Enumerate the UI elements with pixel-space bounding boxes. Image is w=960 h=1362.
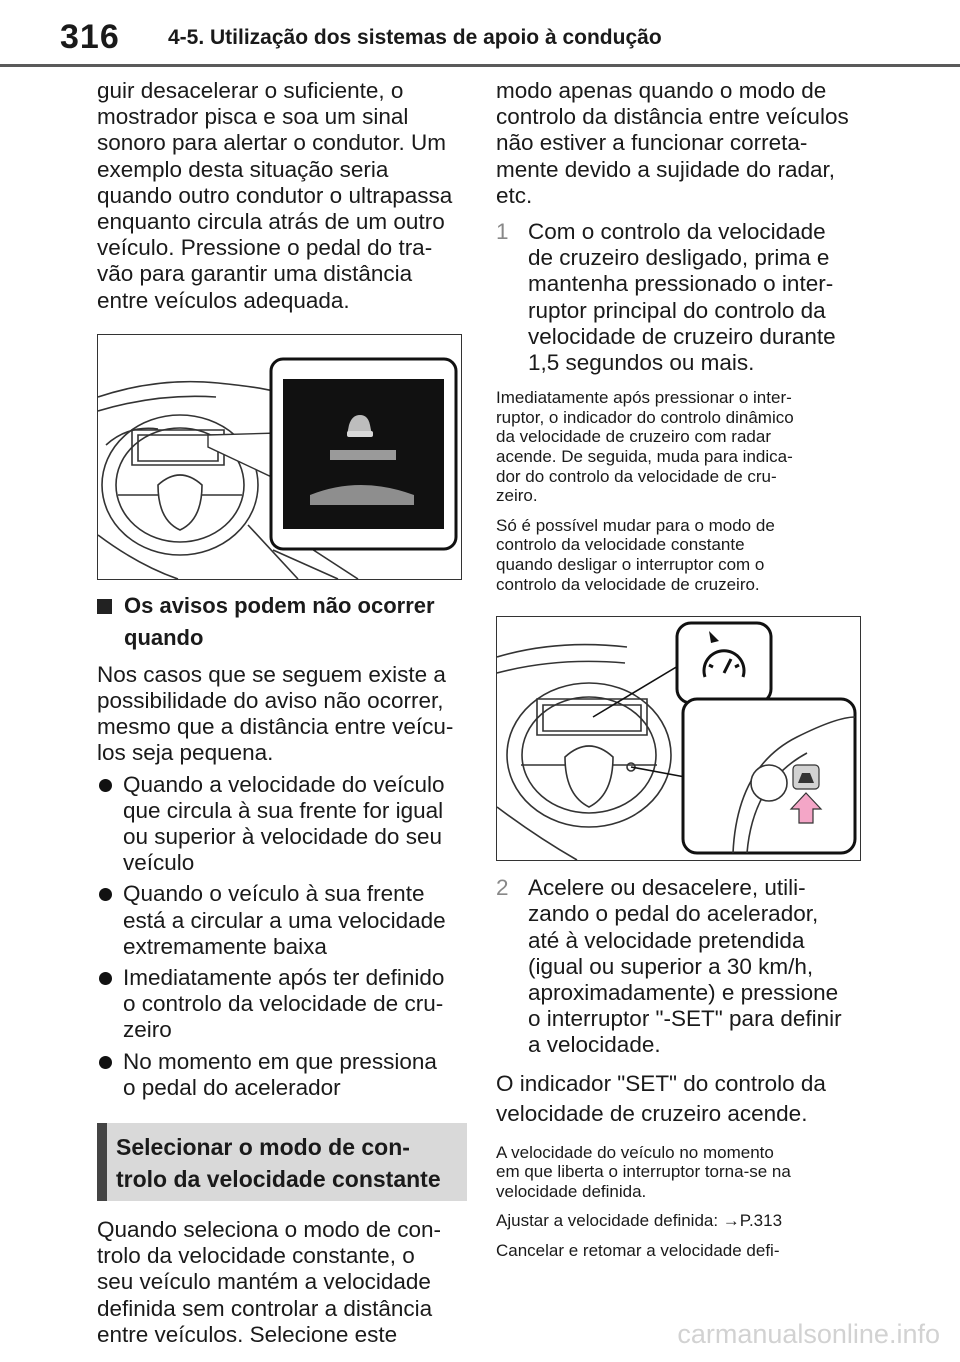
text-line: acende. De seguida, muda para indica- (496, 447, 793, 467)
text-line: em que liberta o interruptor torna-se na (496, 1162, 791, 1182)
dashboard-warning-illustration (97, 334, 462, 580)
constant-speed-section-header (97, 1123, 467, 1201)
text-line: não estiver a funcionar correta- (496, 130, 808, 156)
section-paragraph (97, 1217, 467, 1348)
continued-paragraph (496, 78, 866, 209)
text-line: veículo (123, 850, 195, 876)
text-line: Cancelar e retomar a velocidade defi- (496, 1240, 780, 1260)
heading-line: quando (124, 624, 204, 650)
step-number: 1 (496, 219, 509, 245)
text-line: Só é possível mudar para o modo de (496, 515, 775, 535)
bullet-dot-icon (99, 779, 112, 792)
list-item (97, 772, 467, 877)
text-line: 1,5 segundos ou mais. (528, 350, 755, 376)
watermark: carmanualsonline.info (677, 1319, 940, 1349)
cruise-switch-illustration (496, 616, 861, 861)
text-line: Imediatamente após pressionar o inter- (496, 388, 792, 408)
page-number: 316 (60, 18, 120, 56)
text-line: A velocidade do veículo no momento (496, 1142, 774, 1162)
step-number: 2 (496, 875, 509, 901)
text-line: até à velocidade pretendida (528, 927, 805, 953)
note-switch (496, 516, 866, 594)
warnings-intro (97, 662, 467, 767)
set-indicator-paragraph (496, 1069, 866, 1129)
warning-bullet-list (97, 772, 467, 1101)
bullet-dot-icon (99, 1056, 112, 1069)
right-column (496, 78, 866, 1261)
text-line: aproximadamente) e pressione (528, 979, 839, 1005)
text-line: Quando o veículo à sua frente (123, 881, 425, 907)
text-line: mesmo que a distância entre veícu- (97, 714, 454, 740)
text-line: quando outro condutor o ultrapassa (97, 182, 453, 208)
text-line: ruptor principal do controlo da (528, 297, 826, 323)
heading-line: trolo da velocidade constante (116, 1166, 441, 1193)
text-line: No momento em que pressiona (123, 1048, 437, 1074)
text-line: controlo da distância entre veículos (496, 104, 849, 130)
list-item (97, 965, 467, 1044)
text-line: trolo da velocidade constante, o (97, 1243, 415, 1269)
adjust-speed-reference[interactable] (496, 1211, 866, 1231)
text-line: controlo da velocidade de cruzeiro. (496, 574, 760, 594)
text-line: mente devido a sujidade do radar, (496, 156, 835, 182)
page-reference-link[interactable]: Ajustar a velocidade definida: →P.313 (496, 1211, 783, 1231)
text-line: extremamente baixa (123, 933, 327, 959)
text-line: vão para garantir uma distância (97, 261, 413, 287)
text-line: está a circular a uma velocidade (123, 907, 446, 933)
text-line: exemplo desta situação seria (97, 156, 389, 182)
text-line: los seja pequena. (97, 740, 274, 766)
text-line: ou superior à velocidade do seu (123, 824, 442, 850)
list-item (97, 1049, 467, 1101)
cruise-switch-svg (497, 617, 860, 860)
text-line: da velocidade de cruzeiro com radar (496, 427, 771, 447)
text-line: enquanto circula atrás de um outro (97, 209, 445, 235)
text-line: definida sem controlar a distância (97, 1295, 433, 1321)
text-line: seu veículo mantém a velocidade (97, 1269, 431, 1295)
note-set-speed (496, 1143, 866, 1202)
text-line: dor do controlo da velocidade de cru- (496, 466, 777, 486)
text-line: modo apenas quando o modo de (496, 78, 827, 103)
left-column (97, 78, 467, 1348)
text-line: controlo da velocidade constante (496, 535, 745, 555)
text-line: (igual ou superior a 30 km/h, (528, 953, 814, 979)
text-line: entre veículos. Selecione este (97, 1321, 398, 1347)
text-line: a velocidade. (528, 1032, 661, 1058)
text-line: Nos casos que se seguem existe a (97, 661, 446, 687)
step-1 (496, 219, 866, 376)
step-2 (496, 875, 866, 1058)
text-line: entre veículos adequada. (97, 287, 350, 313)
heading-line: Os avisos podem não ocorrer (124, 592, 435, 618)
text-line: Quando seleciona o modo de con- (97, 1217, 441, 1243)
heading-line: Selecionar o modo de con- (116, 1134, 410, 1161)
text-line: possibilidade do aviso não ocorrer, (97, 688, 444, 714)
section-bar (97, 1123, 107, 1201)
text-line: quando desligar o interruptor com o (496, 554, 765, 574)
text-line: mostrador pisca e soa um sinal (97, 104, 409, 130)
square-bullet-icon (97, 599, 112, 614)
text-line: Imediatamente após ter definido (123, 965, 445, 991)
dashboard-warning-svg (98, 335, 461, 579)
text-line: zando o pedal do acelerador, (528, 901, 819, 927)
text-line: zeiro (123, 1017, 172, 1043)
text-line: o interruptor "-SET" para definir (528, 1006, 842, 1032)
intro-paragraph (97, 78, 467, 314)
text-line: o pedal do acelerador (123, 1074, 341, 1100)
section-title: 4-5. Utilização dos sistemas de apoio à condução (168, 26, 662, 49)
text-line: Com o controlo da velocidade (528, 219, 826, 245)
text-line: que circula à sua frente for igual (123, 797, 444, 823)
text-line: velocidade definida. (496, 1181, 647, 1201)
text-line: ruptor, o indicador do controlo dinâmico (496, 407, 794, 427)
text-line: o controlo da velocidade de cru- (123, 991, 444, 1017)
text-line: veículo. Pressione o pedal do tra- (97, 235, 433, 261)
text-line: mantenha pressionado o inter- (528, 271, 834, 297)
bullet-dot-icon (99, 972, 112, 985)
note-indicator (496, 388, 866, 506)
list-item (97, 881, 467, 960)
text-line: Quando a velocidade do veículo (123, 771, 445, 797)
bullet-dot-icon (99, 888, 112, 901)
warnings-heading (97, 590, 467, 654)
text-line: O indicador "SET" do controlo da (496, 1070, 826, 1096)
section-heading (116, 1131, 441, 1195)
text-line: velocidade de cruzeiro acende. (496, 1100, 808, 1126)
page-header (0, 0, 960, 70)
cancel-resume-note (496, 1241, 866, 1261)
header-rule (0, 64, 960, 67)
text-line: zeiro. (496, 486, 538, 506)
text-line: Acelere ou desacelere, utili- (528, 875, 806, 901)
text-line: sonoro para alertar o condutor. Um (97, 130, 446, 156)
text-line: guir desacelerar o suficiente, o (97, 78, 404, 103)
text-line: etc. (496, 182, 533, 208)
text-line: velocidade de cruzeiro durante (528, 323, 836, 349)
text-line: de cruzeiro desligado, prima e (528, 245, 830, 271)
